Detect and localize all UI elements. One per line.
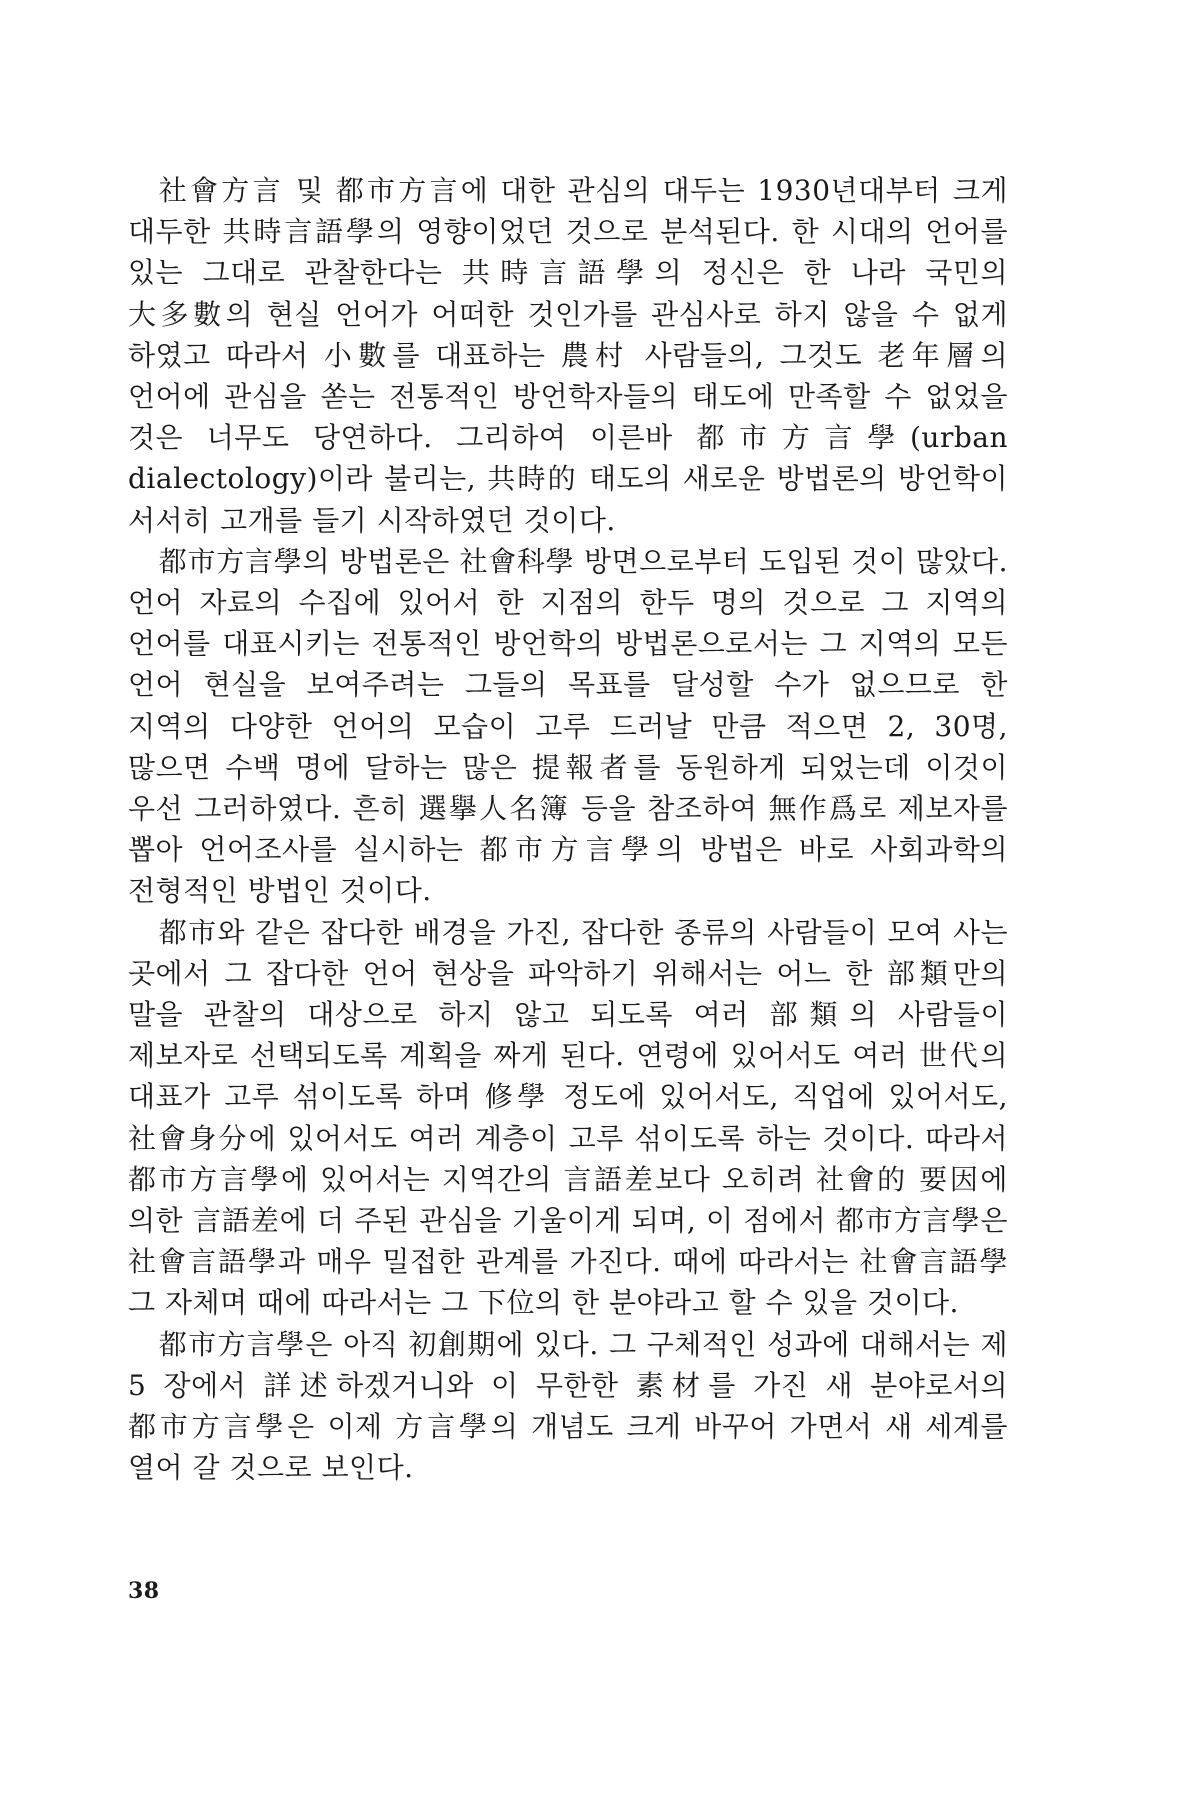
paragraph-1: 社會方言 및 都市方言에 대한 관심의 대두는 1930년대부터 크게 대두한 共時言語學의 영향이었던 것으로 분석된다. 한 시대의 언어를 있는 그대로 관찰한다는 共時言語學의 정신은 한 나라 국민의 大多數의 현실 언어가 어떠한 것인가를 관심사로 하지 않을 수 없게 하였고 따라서 小數를 대표하는 農村 사람들의, 그것도 老年層의 언어에 관심을 쏟는 전통적인 방언학자들의 태도에 만족할 수 없었을 것은 너무도 당연하다. 그리하여 이른바 都市方言學(urban dialectology)이라 불리는, 共時的 태도의 새로운 방법론의 방언학이 서서히 고개를 들기 시작하였던 것이다. bbox=[128, 174, 1008, 537]
body-text bbox=[128, 170, 1008, 1489]
paragraph-3: 都市와 같은 잡다한 배경을 가진, 잡다한 종류의 사람들이 모여 사는 곳에서 그 잡다한 언어 현상을 파악하기 위해서는 어느 한 部類만의 말을 관찰의 대상으로 하지 않고 되도록 여러 部類의 사람들이 제보자로 선택되도록 계획을 짜게 된다. 연령에 있어서도 여러 世代의 대표가 고루 섞이도록 하며 修學 정도에 있어서도, 직업에 있어서도, 社會身分에 있어서도 여러 계층이 고루 섞이도록 하는 것이다. 따라서 都市方言學에 있어서는 지역간의 言語差보다 오히려 社會的 要因에 의한 言語差에 더 주된 관심을 기울이게 되며, 이 점에서 都市方言學은 社會言語學과 매우 밀접한 관계를 가진다. 때에 따라서는 社會言語學 그 자체며 때에 따라서는 그 下位의 한 분야라고 할 수 있을 것이다. bbox=[128, 915, 1008, 1320]
paragraph-2: 都市方言學의 방법론은 社會科學 방면으로부터 도입된 것이 많았다. 언어 자료의 수집에 있어서 한 지점의 한두 명의 것으로 그 지역의 언어를 대표시키는 전통적인 방언학의 방법론으로서는 그 지역의 모든 언어 현실을 보여주려는 그들의 목표를 달성할 수가 없으므로 한 지역의 다양한 언어의 모습이 고루 드러날 만큼 적으면 2, 30명, 많으면 수백 명에 달하는 많은 提報者를 동원하게 되었는데 이것이 우선 그러하였다. 흔히 選擧人名簿 등을 참조하여 無作爲로 제보자를 뽑아 언어조사를 실시하는 都市方言學의 방법은 바로 사회과학의 전형적인 방법인 것이다. bbox=[128, 544, 1008, 908]
page-number: 38 bbox=[128, 1578, 160, 1604]
paragraph-4: 都市方言學은 아직 初創期에 있다. 그 구체적인 성과에 대해서는 제 5 장에서 詳述하겠거니와 이 무한한 素材를 가진 새 분야로서의 都市方言學은 이제 方言學의 개념도 크게 바꾸어 가면서 새 세계를 열어 갈 것으로 보인다. bbox=[128, 1327, 1008, 1485]
